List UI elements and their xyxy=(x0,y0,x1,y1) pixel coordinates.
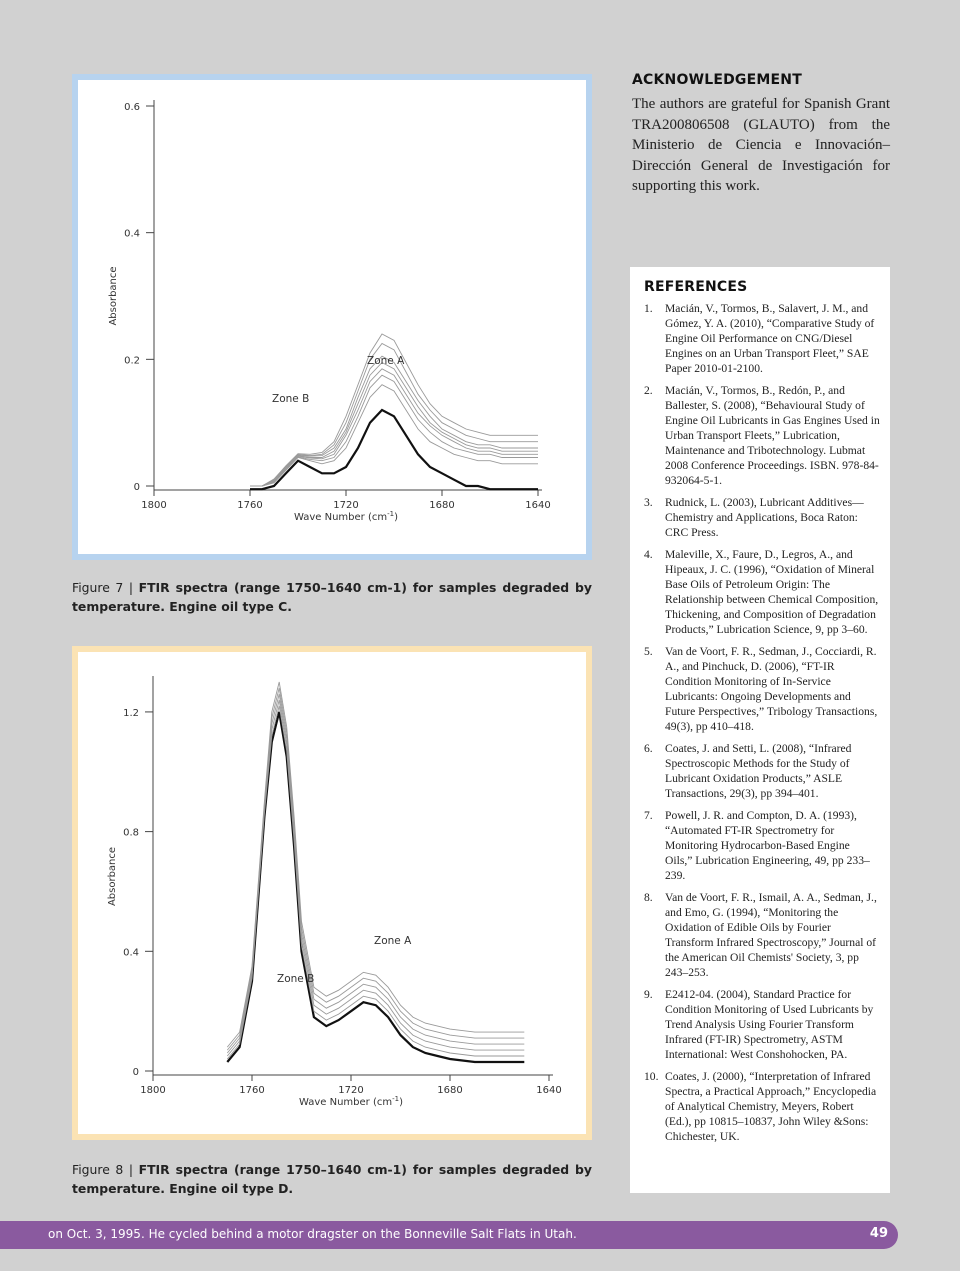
reference-item xyxy=(644,1069,880,1144)
page-number: 49 xyxy=(869,1226,888,1241)
y-tick-label: 0.4 xyxy=(123,947,139,959)
reference-item xyxy=(644,890,880,980)
reference-text: Coates, J. (2000), “Interpretation of Infrared Spectra, a Practical Approach,” Encyclopedia of Analytical Chemistry, Meyers, Robert (Ed.), pp 10815–10837, John Wiley &Sons: Chichester, UK. xyxy=(665,1070,877,1143)
reference-item xyxy=(644,495,880,540)
reference-number: 3. xyxy=(644,496,653,509)
x-axis-label-superscript: -1 xyxy=(392,1095,400,1103)
x-axis-label-close: ) xyxy=(399,1097,404,1108)
reference-text: Macián, V., Tormos, B., Salavert, J. M., and Gómez, Y. A. (2010), “Comparative Study of Engine Oil Performance on CNG/Diesel Engines on an Urban Transport Fleet,” SAE Paper 2010-01-2100. xyxy=(665,302,875,375)
series-line xyxy=(227,712,524,1062)
figure-7-caption-text: FTIR spectra (range 1750–1640 cm-1) for samples degraded by temperature. Engine oil type C. xyxy=(72,580,592,614)
x-tick-label: 1800 xyxy=(140,1085,166,1096)
y-axis-label: Absorbance xyxy=(107,846,118,907)
figure-8-caption xyxy=(72,1160,592,1198)
x-tick-label: 1720 xyxy=(333,500,359,511)
x-tick-label: 1680 xyxy=(429,500,455,511)
reference-item xyxy=(644,644,880,734)
reference-number: 8. xyxy=(644,891,653,904)
figure-7-svg xyxy=(78,80,586,554)
series-line xyxy=(227,700,524,1056)
y-tick-label: 0 xyxy=(133,482,140,493)
y-tick-label: 0.6 xyxy=(124,102,140,113)
x-tick-label: 1800 xyxy=(141,500,167,511)
figure-8-caption-text: FTIR spectra (range 1750–1640 cm-1) for samples degraded by temperature. Engine oil type D. xyxy=(72,1162,592,1196)
x-tick-label: 1720 xyxy=(338,1085,364,1096)
reference-item xyxy=(644,741,880,801)
x-axis-label-close: ) xyxy=(394,512,399,523)
x-tick-label: 1680 xyxy=(437,1085,463,1096)
page-footer xyxy=(0,1221,898,1249)
reference-text: Van de Voort, F. R., Sedman, J., Cocciardi, R. A., and Pinchuck, D. (2006), “FT-IR Condition Monitoring of In-Service Lubricants: Ongoing Developments and Future Perspectives,” Tribology Transactions, 49(3), pp 410–418. xyxy=(665,645,878,733)
annotation-zone-b: Zone B xyxy=(277,973,315,985)
figure-7-chart xyxy=(72,74,592,560)
y-tick-label: 0.4 xyxy=(124,228,140,240)
annotation-zone-a: Zone A xyxy=(367,355,405,367)
x-axis-label-superscript: -1 xyxy=(387,510,395,518)
x-tick-label: 1760 xyxy=(237,500,263,511)
reference-number: 1. xyxy=(644,302,653,315)
acknowledgement-body: The authors are grateful for Spanish Grant TRA200806508 (GLAUTO) from the Ministerio de Ciencia e Innovación–Dirección General de Investigación for supporting this work. xyxy=(632,96,890,194)
reference-text: Macián, V., Tormos, B., Redón, P., and Ballester, S. (2008), “Behavioural Study of Engine Oil Lubricants in Gas Engines Used in Urban Transport Fleets,” Lubrication, Maintenance and Tribotechnology. Lubmat 2008 Conference Proceedings. ISBN. 978-84-932064-5-1. xyxy=(665,384,880,487)
y-tick-label: 1.2 xyxy=(123,707,139,719)
reference-item xyxy=(644,808,880,883)
references-heading: REFERENCES xyxy=(644,279,748,295)
x-axis-label: Wave Number $(cm^{-1})$ xyxy=(293,510,399,523)
y-tick-label: 0.8 xyxy=(123,827,139,839)
reference-number: 9. xyxy=(644,988,653,1001)
references-box xyxy=(630,267,890,1193)
reference-number: 10. xyxy=(644,1070,659,1083)
x-tick-label: 1640 xyxy=(536,1085,562,1096)
reference-text: Powell, J. R. and Compton, D. A. (1993), “Automated FT-IR Spectrometry for Monitoring Hydrocarbon-Based Engine Oils,” Lubrication Engineering, 49, pp 233–239. xyxy=(665,809,870,882)
reference-item xyxy=(644,383,880,488)
reference-item xyxy=(644,301,880,376)
x-axis-label: Wave Number $(cm^{-1})$ xyxy=(298,1095,404,1108)
figure-8-caption-number: Figure 8 | xyxy=(72,1162,134,1177)
reference-text: E2412-04. (2004), Standard Practice for Condition Monitoring of Used Lubricants by Trend Analysis Using Fourier Transform Infrared (FT-IR) Spectrometry, ASTM International: West Conshohocken, PA. xyxy=(665,988,874,1061)
figure-7-caption xyxy=(72,578,592,616)
acknowledgement-heading: ACKNOWLEDGEMENT xyxy=(632,72,802,88)
x-tick-label: 1640 xyxy=(525,500,551,511)
y-tick-label: 0.2 xyxy=(124,355,140,367)
annotation-zone-a: Zone A xyxy=(374,935,412,947)
figure-8-svg xyxy=(78,652,586,1134)
figure-7-caption-number: Figure 7 | xyxy=(72,580,134,595)
y-tick-label: 0 xyxy=(132,1067,139,1078)
reference-item xyxy=(644,547,880,637)
x-tick-label: 1760 xyxy=(239,1085,265,1096)
references-list xyxy=(644,301,880,1144)
figure-8-chart xyxy=(72,646,592,1140)
series-line xyxy=(250,369,538,486)
reference-text: Coates, J. and Setti, L. (2008), “Infrared Spectroscopic Methods for the Study of Lubricant Oxidation Products,” ASLE Transactions, 29(3), pp 394–401. xyxy=(665,742,852,800)
y-axis-label: Absorbance xyxy=(108,266,119,326)
reference-text: Rudnick, L. (2003), Lubricant Additives—Chemistry and Applications, Boca Raton: CRC Press. xyxy=(665,496,864,539)
reference-number: 2. xyxy=(644,384,653,397)
footer-text: on Oct. 3, 1995. He cycled behind a motor dragster on the Bonneville Salt Flats in Utah. xyxy=(48,1227,577,1241)
reference-number: 4. xyxy=(644,548,653,561)
reference-number: 5. xyxy=(644,645,653,658)
reference-item xyxy=(644,987,880,1062)
reference-number: 7. xyxy=(644,809,653,822)
annotation-zone-b: Zone B xyxy=(272,393,310,405)
reference-number: 6. xyxy=(644,742,653,755)
acknowledgement-section xyxy=(632,72,890,197)
reference-text: Van de Voort, F. R., Ismail, A. A., Sedman, J., and Emo, G. (1994), “Monitoring the Oxidation of Edible Oils by Fourier Transform Infrared Spectroscopy,” Journal of the American Oil Chemists' Society, 3, pp 243–253. xyxy=(665,891,877,979)
reference-text: Maleville, X., Faure, D., Legros, A., and Hipeaux, J. C. (1996), “Oxidation of Mineral Base Oils of Petroleum Origin: The Relationship between Chemical Composition, Thickening, and Composition of Degradation Products,” Lubrication Science, 9, pp 3–60. xyxy=(665,548,879,636)
